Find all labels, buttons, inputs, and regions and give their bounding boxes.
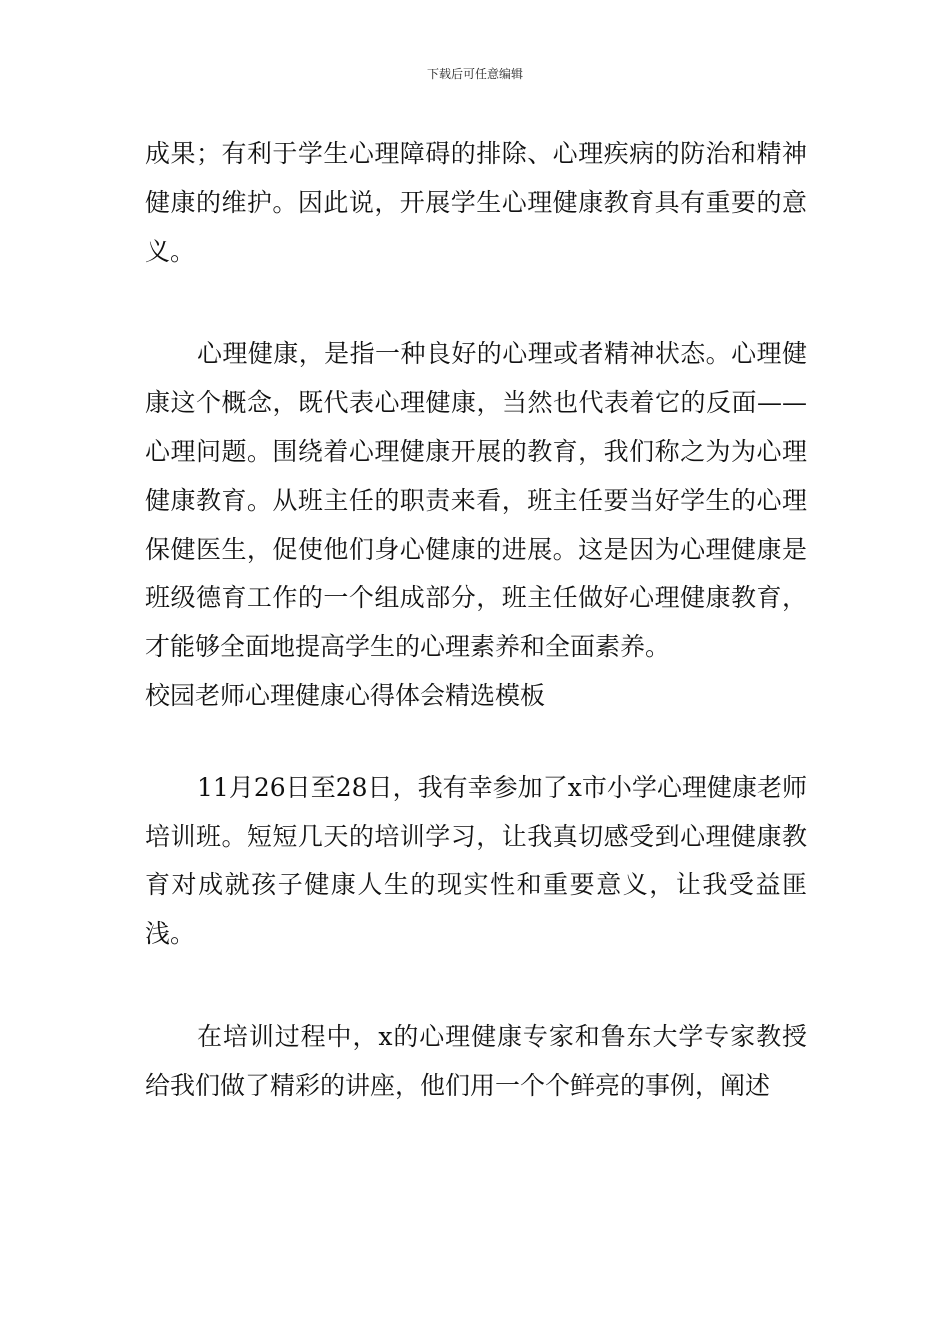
paragraph-4: 在培训过程中，x的心理健康专家和鲁东大学专家教授给我们做了精彩的讲座，他们用一个个鲜亮的事例，阐述 <box>145 1021 807 1100</box>
document-body <box>145 130 807 1111</box>
paragraph-1: 成果；有利于学生心理障碍的排除、心理疾病的防治和精神健康的维护。因此说，开展学生心理健康教育具有重要的意义。 <box>145 139 807 266</box>
paragraph-2: 心理健康，是指一种良好的心理或者精神状态。心理健康这个概念，既代表心理健康，当然也代表着它的反面——心理问题。围绕着心理健康开展的教育，我们称之为为心理健康教育。从班主任的职责来看，班主任要当好学生的心理保健医生，促使他们身心健康的进展。这是因为心理健康是班级德育工作的一个组成部分，班主任做好心理健康教育，才能够全面地提高学生的心理素养和全面素养。 <box>145 339 807 662</box>
page-header: 下载后可任意编辑 <box>426 67 523 81</box>
section-title: 校园老师心理健康心得体会精选模板 <box>145 680 546 710</box>
paragraph-3: 11月26日至28日，我有幸参加了x市小学心理健康老师培训班。短短几天的培训学习，让我真切感受到心理健康教育对成就孩子健康人生的现实性和重要意义，让我受益匪浅。 <box>145 772 807 949</box>
